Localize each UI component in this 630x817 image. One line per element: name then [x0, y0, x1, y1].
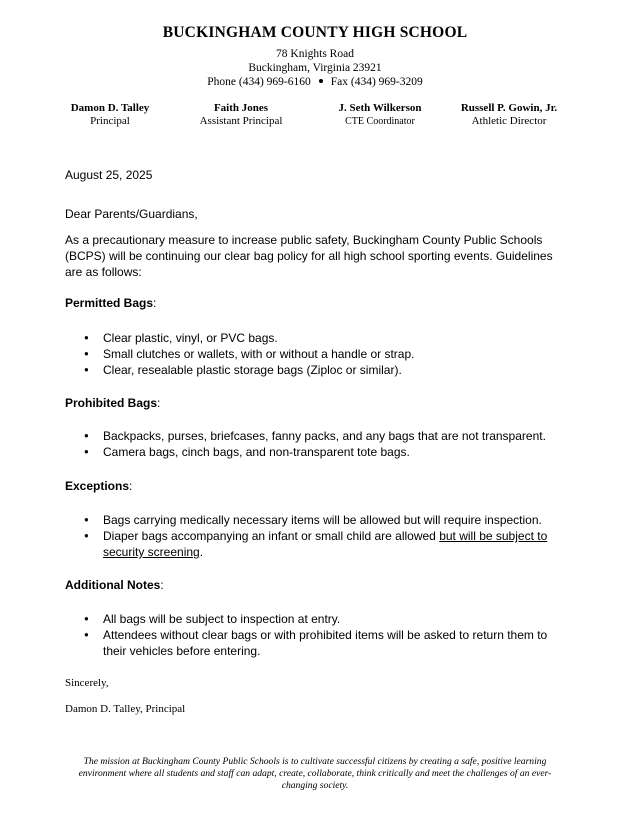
section-heading-additional-notes: Additional Notes:: [65, 578, 164, 592]
list-item: ● Clear plastic, vinyl, or PVC bags.: [65, 330, 545, 346]
salutation: Dear Parents/Guardians,: [65, 207, 198, 221]
staff-principal: [50, 102, 170, 128]
staff-name: Russell P. Gowin, Jr.: [460, 102, 558, 114]
signature: Damon D. Talley, Principal: [65, 703, 186, 715]
list-item: ● All bags will be subject to inspection at entry.: [65, 611, 560, 627]
section-heading-exceptions: Exceptions:: [65, 479, 133, 493]
heading-text: Additional Notes: [65, 578, 161, 592]
staff-assistant-principal: [180, 102, 302, 128]
list-item: ● Small clutches or wallets, with or without a handle or strap.: [65, 346, 545, 362]
mission-statement: The mission at Buckingham County Public Schools is to cultivate successful citizens by creating a safe, positive learning environment where all students and staff can adapt, create, collaborate, think critically and meet the challenges of an ever-changing society.: [78, 756, 552, 791]
heading-text: Exceptions: [65, 479, 130, 493]
staff-role: CTE Coordinator: [345, 116, 415, 127]
school-name: BUCKINGHAM COUNTY HIGH SCHOOL: [162, 24, 468, 41]
prohibited-bag-list: [65, 428, 555, 460]
section-heading-prohibited: Prohibited Bags:: [65, 396, 161, 410]
staff-cte-coordinator: [318, 102, 442, 128]
staff-name: Damon D. Talley: [70, 102, 150, 114]
list-item: ● Backpacks, purses, briefcases, fanny packs, and any bags that are not transparent.: [65, 428, 555, 444]
bullet-separator: [319, 79, 323, 83]
fax-number: Fax (434) 969-3209: [330, 76, 423, 88]
staff-athletic-director: [450, 102, 568, 128]
item-text: Diaper bags accompanying an infant or small child are allowed: [103, 529, 440, 543]
list-item: ● Camera bags, cinch bags, and non-transparent tote bags.: [65, 444, 555, 460]
staff-name: J. Seth Wilkerson: [338, 102, 422, 114]
exceptions-list: [65, 512, 555, 560]
staff-name: Faith Jones: [213, 102, 269, 114]
letter-date: August 25, 2025: [65, 168, 153, 182]
item-period: .: [199, 545, 204, 559]
list-item: ● Clear, resealable plastic storage bags (Ziploc or similar).: [65, 362, 545, 378]
additional-notes-list: [65, 611, 560, 659]
underlined-text: but will be subject to security screening: [103, 529, 548, 559]
heading-text: Permitted Bags: [65, 296, 154, 310]
closing: Sincerely,: [65, 677, 109, 689]
phone-number: Phone (434) 969-6160: [207, 76, 311, 88]
staff-role: Principal: [90, 115, 130, 127]
list-item: [65, 528, 555, 560]
permitted-bag-list: [65, 330, 545, 378]
intro-paragraph: As a precautionary measure to increase public safety, Buckingham County Public Schools (BCPS) will be continuing our clear bag policy for all high school sporting events. Guidelines are as follows:: [65, 233, 553, 279]
street-address: 78 Knights Road: [276, 48, 354, 60]
contact-line: [0, 75, 630, 89]
staff-role: Assistant Principal: [199, 115, 283, 127]
city-address: Buckingham, Virginia 23921: [248, 62, 382, 74]
list-item: ● Bags carrying medically necessary items will be allowed but will require inspection.: [65, 512, 555, 528]
heading-text: Prohibited Bags: [65, 396, 158, 410]
staff-role: Athletic Director: [471, 115, 547, 127]
list-item: ● Attendees without clear bags or with prohibited items will be asked to return them to their vehicles before entering.: [65, 627, 560, 659]
section-heading-permitted: Permitted Bags:: [65, 296, 157, 310]
